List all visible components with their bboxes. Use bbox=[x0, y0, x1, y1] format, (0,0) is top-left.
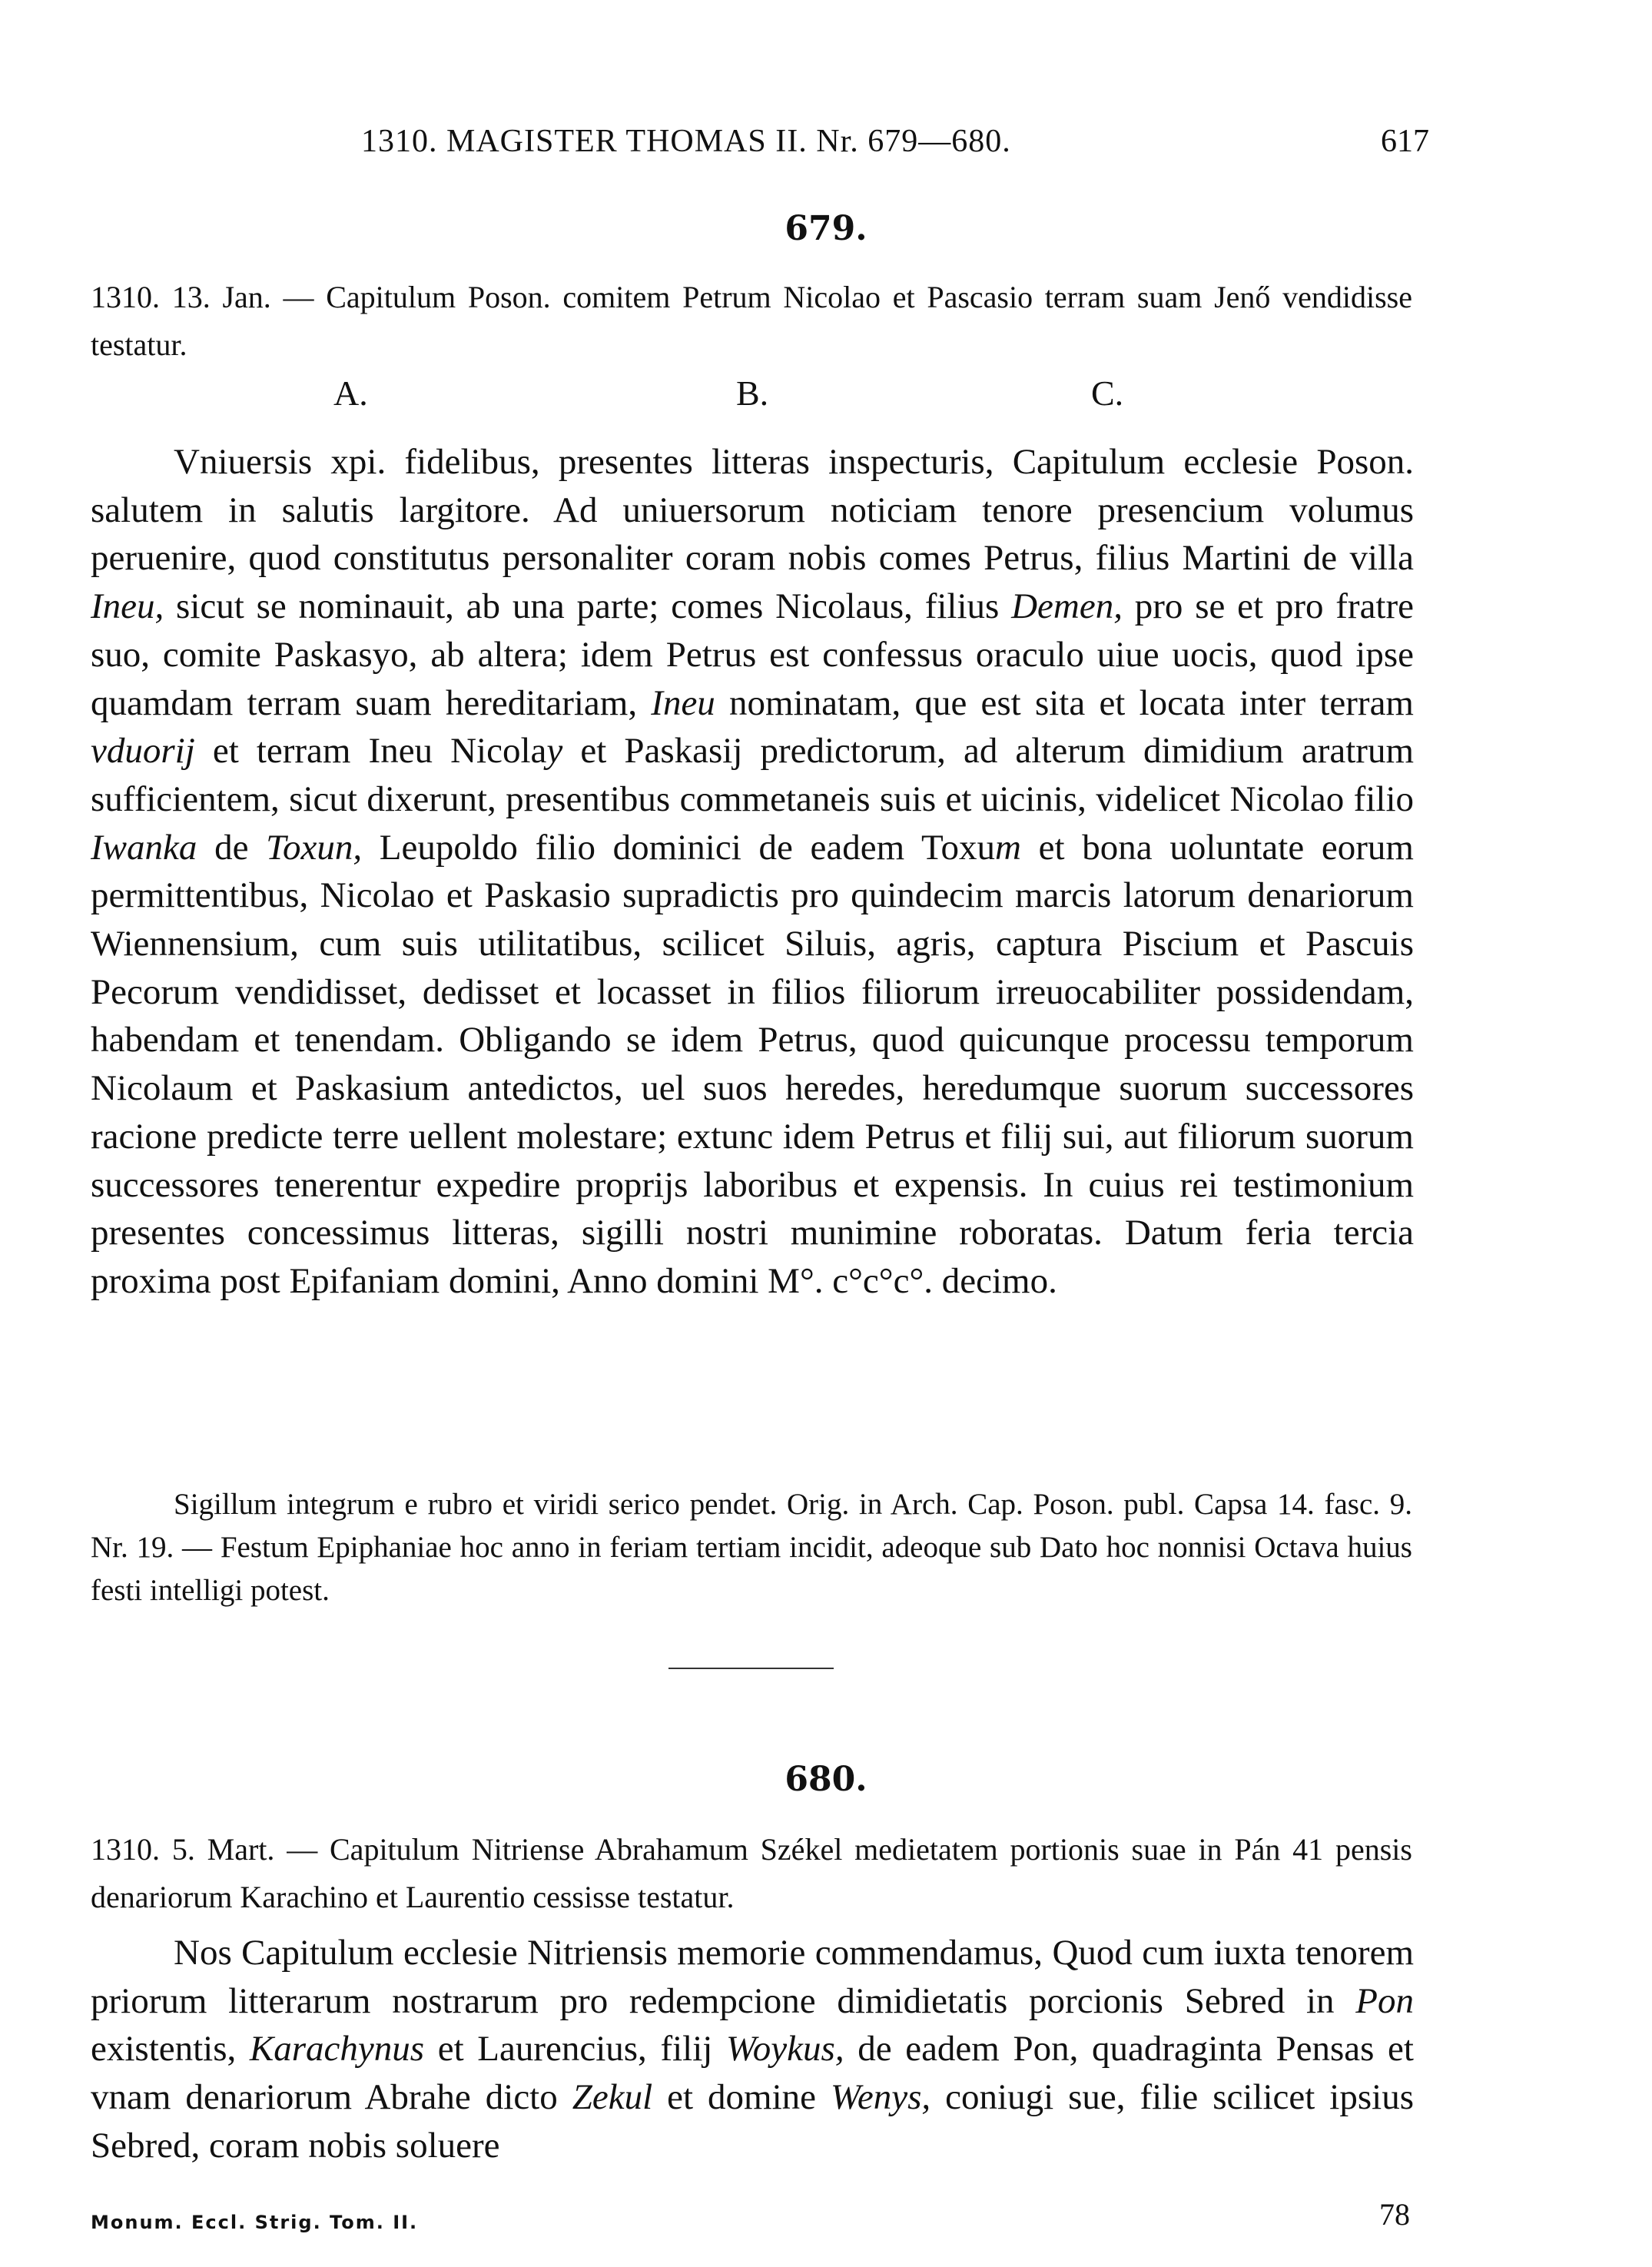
footer-signature: Monum. Eccl. Strig. Tom. II. bbox=[91, 2212, 419, 2233]
footer-sheet-number: 78 bbox=[1379, 2197, 1410, 2232]
charter-paragraph: Nos Capitulum ecclesie Nitriensis memorie commendamus, Quod cum iuxta tenorem priorum litterarum nostrarum pro redempcione dimidietatis porcionis Sebred in Pon existentis, Karachynus et Laurencius, filij Woykus, de eadem Pon, quadraginta Pensas et vnam denariorum Abrahe dicto Zekul et domine Wenys, coniugi sue, filie scilicet ipsius Sebred, coram nobis soluere bbox=[91, 1933, 1414, 2166]
entry-679-regest: 1310. 13. Jan. — Capitulum Poson. comitem Petrum Nicolao et Pascasio terram suam Jenő vendidisse testatur. bbox=[91, 280, 1412, 362]
siglum-b: B. bbox=[736, 373, 769, 413]
entry-679-note bbox=[91, 1483, 1412, 1612]
entry-680-number: 680. bbox=[785, 1760, 867, 1799]
siglum-a: A. bbox=[333, 373, 368, 413]
charter-paragraph: Vniuersis xpi. fidelibus, presentes litteras inspecturis, Capitulum ecclesie Poson. salutem in salutis largitore. Ad uniuersorum noticiam tenore presencium volumus peruenire, quod constitutus personaliter coram nobis comes Petrus, filius Martini de villa Ineu, sicut se nominauit, ab una parte; comes Nicolaus, filius Demen, pro se et pro fratre suo, comite Paskasyo, ab altera; idem Petrus est confessus oraculo uiue uocis, quod ipse quamdam terram suam hereditariam, Ineu nominatam, que est sita et locata inter terram vduorij et terram Ineu Nicolay et Paskasij predictorum, ad alterum dimidium aratrum sufficientem, sicut dixerunt, presentibus commetaneis suis et uicinis, videlicet Nicolao filio Iwanka de Toxun, Leupoldo filio dominici de eadem Toxum et bona uoluntate eorum permittentibus, Nicolao et Paskasio supradictis pro quindecim marcis latorum denariorum Wiennensium, cum suis utilitatibus, scilicet Siluis, agris, captura Piscium et Pascuis Pecorum vendidisset, dedisset et locasset in filios filiorum irreuocabiliter possidendam, habendam et tenendam. Obligando se idem Petrus, quod quicunque processu temporum Nicolaum et Paskasium antedictos, uel suos heredes, heredumque suorum successores racione predicte terre uellent molestare; extunc idem Petrus et filij sui, aut filiorum suorum successores tenerentur expedire proprijs laboribus et expensis. In cuius rei testimonium presentes concessimus litteras, sigilli nostri munimine roboratas. Datum feria tercia proxima post Epifaniam domini, Anno domini M°. c°c°c°. decimo. bbox=[91, 442, 1415, 1301]
siglum-c: C. bbox=[1091, 373, 1124, 413]
note-paragraph: Sigillum integrum e rubro et viridi serico pendet. Orig. in Arch. Cap. Poson. publ. Capsa 14. fasc. 9. Nr. 19. — Festum Epiphaniae hoc anno in feriam tertiam incidit, adeoque sub Dato hoc nonnisi Octava huius festi intelligi potest. bbox=[91, 1488, 1412, 1607]
running-head: 1310. MAGISTER THOMAS II. Nr. 679—680. bbox=[361, 124, 1011, 159]
entry-679-number: 679. bbox=[785, 209, 867, 248]
page-number: 617 bbox=[1381, 124, 1429, 159]
entry-680-charter-text bbox=[91, 1929, 1414, 2170]
entry-679-charter-text bbox=[91, 438, 1414, 1306]
entry-680-regest: 1310. 5. Mart. — Capitulum Nitriense Abrahamum Székel medietatem portionis suae in Pán 41 pensis denariorum Karachino et Laurentio cessisse testatur. bbox=[91, 1832, 1412, 1914]
section-divider bbox=[668, 1668, 834, 1669]
